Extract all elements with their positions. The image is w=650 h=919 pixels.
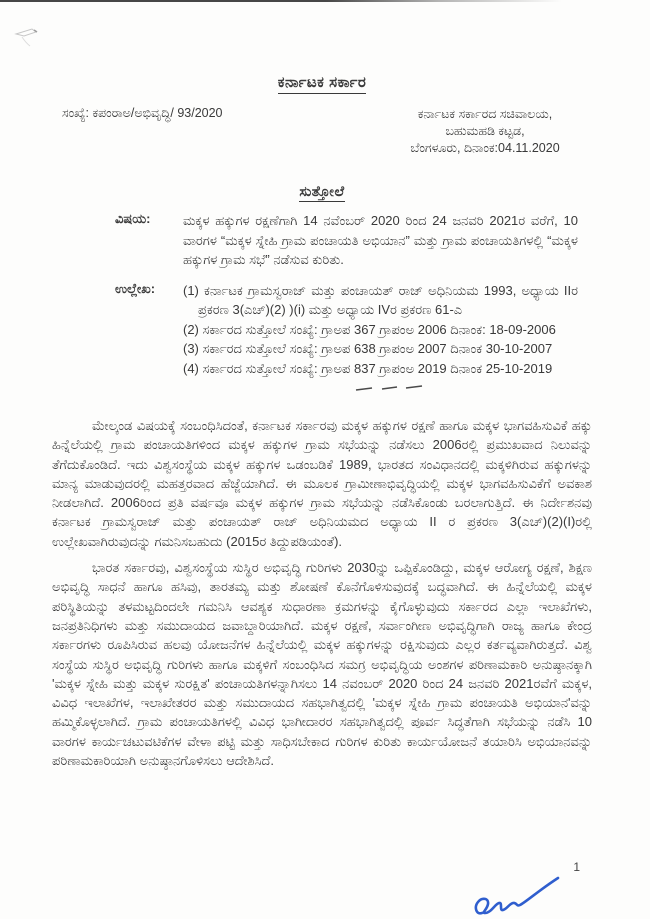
body-paragraph: ಮೇಲ್ಕಂಡ ವಿಷಯಕ್ಕೆ ಸಂಬಂಧಿಸಿದಂತೆ, ಕರ್ನಾಟಕ ಸರ್ಕಾರವು ಮಕ್ಕಳ ಹಕ್ಕುಗಳ ರಕ್ಷಣೆ ಹಾಗೂ ಮಕ್ಕಳ ಭಾಗವಹಿಸುವಿಕೆ ಹಕ್ಕು ಹಿನ್ನೆಲೆಯಲ್ಲಿ ಗ್ರಾಮ ಪಂಚಾಯತಿಗಳಿಂದ ಮಕ್ಕಳ ಹಕ್ಕುಗಳ ಗ್ರಾಮ ಸಭೆಯನ್ನು ನಡೆಸಲು 2006ರಲ್ಲಿ ಪ್ರಮುಖವಾದ ನಿಲುವನ್ನು ತೆಗೆದುಕೊಂಡಿದೆ. ಇದು ವಿಶ್ವಸಂಸ್ಥೆಯ ಮಕ್ಕಳ ಹಕ್ಕುಗಳ ಒಡಂಬಡಿಕೆ 1989, ಭಾರತದ ಸಂವಿಧಾನದಲ್ಲಿ ಮಕ್ಕಳಿಗಿರುವ ಹಕ್ಕುಗಳನ್ನು ಮಾನ್ಯ ಮಾಡುವುದರಲ್ಲಿ ಮಹತ್ತರವಾದ ಹೆಜ್ಜೆಯಾಗಿದೆ. ಈ ಮೂಲಕ ಗ್ರಾಮೀಣಾಭಿವೃದ್ಧಿಯಲ್ಲಿ ಮಕ್ಕಳ ಭಾಗವಹಿಸುವಿಕೆಗೆ ಅವಕಾಶ ನೀಡಲಾಗಿದೆ. 2006ರಿಂದ ಪ್ರತಿ ವರ್ಷವೂ ಮಕ್ಕಳ ಹಕ್ಕುಗಳ ಗ್ರಾಮ ಸಭೆಯನ್ನು ನಡೆಸಿಕೊಂಡು ಬರಲಾಗುತ್ತಿದೆ. ಈ ನಿರ್ದೇಶನವು ಕರ್ನಾಟಕ ಗ್ರಾಮಸ್ವರಾಜ್ ಮತ್ತು ಪಂಚಾಯತ್ ರಾಜ್ ಅಧಿನಿಯಮದ ಅಧ್ಯಾಯ II ರ ಪ್ರಕರಣ 3(ಎಚ್)(2)(I)ರಲ್ಲಿ ಉಲ್ಲೇಖವಾಗಿರುವುದನ್ನು ಗಮನಿಸಬಹುದು (2015ರ ತಿದ್ದುಪಡಿಯಂತೆ). — [52, 418, 592, 549]
scan-edge-artifact — [0, 0, 562, 2]
reference-item: (1) ಕರ್ನಾಟಕ ಗ್ರಾಮಸ್ವರಾಜ್ ಮತ್ತು ಪಂಚಾಯತ್ ರಾಜ್ ಅಧಿನಿಯಮ 1993, ಅಧ್ಯಾಯ IIರ ಪ್ರಕರಣ 3(ಎಚ್)(2) )(i) ಮತ್ತು ಅಧ್ಯಾಯ IVರ ಪ್ರಕರಣ 61-ಎ — [183, 282, 578, 317]
reference-list — [183, 281, 578, 379]
circular-heading-text: ಸುತ್ತೋಲೆ — [299, 183, 344, 202]
reference-item: (4) ಸರ್ಕಾರದ ಸುತ್ತೋಲೆ ಸಂಖ್ಯೆ: ಗ್ರಾಅಪ 837 ಗ್ರಾಪಂಅ 2019 ದಿನಾಂಕ 25-10-2019 — [183, 360, 553, 376]
page-title-text: ಕರ್ನಾಟಕ ಸರ್ಕಾರ — [278, 74, 367, 94]
separator-dashes — [352, 383, 430, 393]
office-address-block — [380, 106, 590, 157]
page-title — [52, 0, 592, 91]
subject-label: ವಿಷಯ: — [115, 211, 151, 226]
date-line: ಬೆಂಗಳೂರು, ದಿನಾಂಕ:04.11.2020 — [410, 141, 560, 155]
body-paragraph: ಭಾರತ ಸರ್ಕಾರವು, ವಿಶ್ವಸಂಸ್ಥೆಯ ಸುಸ್ಥಿರ ಅಭಿವೃದ್ಧಿ ಗುರಿಗಳು 2030ನ್ನು ಒಪ್ಪಿಕೊಂಡಿದ್ದು, ಮಕ್ಕಳ ಆರೋಗ್ಯ ರಕ್ಷಣೆ, ಶಿಕ್ಷಣ ಅಭಿವೃದ್ಧಿ ಸಾಧನೆ ಹಾಗೂ ಹಸಿವು, ತಾರತಮ್ಯ ಮತ್ತು ಶೋಷಣೆ ಕೊನೆಗೊಳಿಸುವುದಕ್ಕೆ ಬದ್ಧವಾಗಿದೆ. ಈ ಹಿನ್ನೆಲೆಯಲ್ಲಿ ಮಕ್ಕಳ ಪರಿಸ್ಥಿತಿಯನ್ನು ತಳಮಟ್ಟದಿಂದಲೇ ಗಮನಿಸಿ ಆವಶ್ಯಕ ಸುಧಾರಣಾ ಕ್ರಮಗಳನ್ನು ಕೈಗೊಳ್ಳುವುದು ಸರ್ಕಾರದ ಎಲ್ಲಾ ಇಲಾಖೆಗಳು, ಜನಪ್ರತಿನಿಧಿಗಳು ಮತ್ತು ಸಮುದಾಯದ ಜವಾಬ್ದಾರಿಯಾಗಿದೆ. ಮಕ್ಕಳ ರಕ್ಷಣೆ, ಸರ್ವಾಂಗೀಣ ಅಭಿವೃದ್ಧಿಗಾಗಿ ರಾಜ್ಯ ಹಾಗೂ ಕೇಂದ್ರ ಸರ್ಕಾರಗಳು ರೂಪಿಸಿರುವ ಹಲವು ಯೋಜನೆಗಳ ಹಿನ್ನೆಲೆಯಲ್ಲಿ ಮಕ್ಕಳ ಹಕ್ಕುಗಳನ್ನು ರಕ್ಷಿಸುವುದು ಎಲ್ಲರ ಕರ್ತವ್ಯವಾಗಿರುತ್ತದೆ. ವಿಶ್ವ ಸಂಸ್ಥೆಯ ಸುಸ್ಥಿರ ಅಭಿವೃದ್ಧಿ ಗುರಿಗಳು ಹಾಗೂ ಮಕ್ಕಳಿಗೆ ಸಂಬಂಧಿಸಿದ ಸಮಗ್ರ ಅಭಿವೃದ್ಧಿಯ ಅಂಶಗಳ ಪರಿಣಾಮಕಾರಿ ಅನುಷ್ಠಾನಕ್ಕಾಗಿ 'ಮಕ್ಕಳ ಸ್ನೇಹಿ ಮತ್ತು ಮಕ್ಕಳ ಸುರಕ್ಷಿತ' ಪಂಚಾಯತಿಗಳನ್ನಾಗಿಸಲು 14 ನವಂಬರ್ 2020 ರಿಂದ 24 ಜನವರಿ 2021ರವೆಗೆ ಮಕ್ಕಳ, ವಿವಿಧ ಇಲಾಖೆಗಳ, ಇಲಾಖೇತರರ ಮತ್ತು ಸಮುದಾಯದ ಸಹಭಾಗಿತ್ವದಲ್ಲಿ 'ಮಕ್ಕಳ ಸ್ನೇಹಿ ಗ್ರಾಮ ಪಂಚಾಯತಿ ಅಭಿಯಾನ'ವನ್ನು ಹಮ್ಮಿಕೊಳ್ಳಲಾಗಿದೆ. ಗ್ರಾಮ ಪಂಚಾಯತಿಗಳಲ್ಲಿ ವಿವಿಧ ಭಾಗೀದಾರರ ಸಹಭಾಗಿತ್ವದಲ್ಲಿ ಪೂರ್ವ ಸಿದ್ಧತೆಗಾಗಿ ಸಭೆಯನ್ನು ನಡೆಸಿ 10 ವಾರಗಳ ಕಾರ್ಯಚಟುವಟಿಕೆಗಳ ವೇಳಾ ಪಟ್ಟಿ ಮತ್ತು ಸಾಧಿಸಬೇಕಾದ ಗುರಿಗಳ ಕುರಿತು ಕಾರ್ಯಯೋಜನೆ ತಯಾರಿಸಿ ಅಭಿಯಾನವನ್ನು ಪರಿಣಾಮಕಾರಿಯಾಗಿ ಅನುಷ್ಠಾನಗೊಳಿಸಲು ಆದೇಶಿಸಿದೆ. — [52, 560, 592, 769]
subject-row — [115, 211, 592, 270]
office-address-line: ಬಹುಮಹಡಿ ಕಟ್ಟಡ, — [445, 124, 525, 138]
reference-row — [115, 281, 592, 379]
header-reference-row — [52, 106, 592, 157]
reference-label: ಉಲ್ಲೇಖ: — [115, 280, 156, 296]
pencil-mark — [10, 20, 64, 54]
circular-heading — [52, 183, 592, 200]
subject-text: ಮಕ್ಕಳ ಹಕ್ಕುಗಳ ರಕ್ಷಣೆಗಾಗಿ 14 ನವೆಂಬರ್ 2020 ರಿಂದ 24 ಜನವರಿ 2021ರ ವರೆಗೆ, 10 ವಾರಗಳ “ಮಕ್ಕಳ ಸ್ನೇಹಿ ಗ್ರಾಮ ಪಂಚಾಯತಿ ಅಭಿಯಾನ” ಮತ್ತು ಗ್ರಾಮ ಪಂಚಾಯತಿಗಳಲ್ಲಿ “ಮಕ್ಕಳ ಹಕ್ಕುಗಳ ಗ್ರಾಮ ಸಭೆ” ನಡೆಸುವ ಕುರಿತು. — [183, 213, 578, 267]
signature-ink — [472, 871, 568, 919]
page-number: 1 — [573, 860, 580, 874]
reference-item: (2) ಸರ್ಕಾರದ ಸುತ್ತೋಲೆ ಸಂಖ್ಯೆ: ಗ್ರಾಅಪ 367 ಗ್ರಾಪಂಅ 2006 ದಿನಾಂಕ: 18-09-2006 — [183, 321, 556, 337]
reference-item: (3) ಸರ್ಕಾರದ ಸುತ್ತೋಲೆ ಸಂಖ್ಯೆ: ಗ್ರಾಅಪ 638 ಗ್ರಾಪಂಅ 2007 ದಿನಾಂಕ 30-10-2007 — [183, 341, 553, 356]
reference-number: ಸಂಖ್ಯೆ: ಕಪಂರಾಅ/ಅಭಿವೃದ್ಧಿ/ 93/2020 — [62, 106, 223, 120]
office-address-line: ಕರ್ನಾಟಕ ಸರ್ಕಾರದ ಸಚಿವಾಲಯ, — [417, 107, 553, 121]
